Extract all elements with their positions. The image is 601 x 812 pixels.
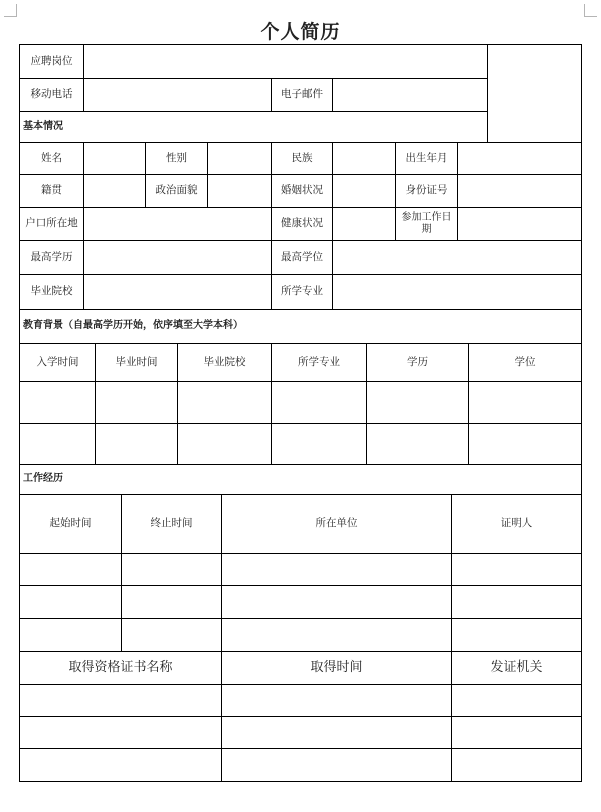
- cert-cell[interactable]: [221, 748, 452, 782]
- work-cell[interactable]: [221, 618, 452, 652]
- email-label: 电子邮件: [271, 78, 333, 112]
- cert-cell[interactable]: [19, 684, 222, 717]
- work-col-start-date: 起始时间: [19, 494, 122, 554]
- id-number-label: 身份证号: [395, 174, 458, 208]
- edu-cell[interactable]: [468, 423, 582, 465]
- name-label: 姓名: [19, 142, 84, 175]
- work-col-reference: 证明人: [451, 494, 582, 554]
- cert-cell[interactable]: [451, 716, 582, 749]
- position-input[interactable]: [83, 44, 488, 79]
- edu-col-major: 所学专业: [271, 343, 367, 382]
- work-cell[interactable]: [121, 585, 222, 619]
- edu-cell[interactable]: [468, 381, 582, 424]
- political-status-input[interactable]: [207, 174, 272, 208]
- marital-status-input[interactable]: [332, 174, 396, 208]
- marital-status-label: 婚姻状况: [271, 174, 333, 208]
- edu-cell[interactable]: [366, 381, 469, 424]
- health-label: 健康状况: [271, 207, 333, 241]
- edu-cell[interactable]: [19, 423, 96, 465]
- edu-col-education: 学历: [366, 343, 469, 382]
- phone-input[interactable]: [83, 78, 272, 112]
- native-place-label: 籍贯: [19, 174, 84, 208]
- edu-col-degree: 学位: [468, 343, 582, 382]
- political-status-label: 政治面貌: [145, 174, 208, 208]
- edu-cell[interactable]: [177, 423, 272, 465]
- cert-cell[interactable]: [221, 684, 452, 717]
- graduated-school-input[interactable]: [83, 274, 272, 310]
- graduated-school-label: 毕业院校: [19, 274, 84, 310]
- edu-cell[interactable]: [95, 423, 178, 465]
- gender-label: 性别: [145, 142, 208, 175]
- name-input[interactable]: [83, 142, 146, 175]
- cert-col-date: 取得时间: [221, 651, 452, 685]
- ethnicity-label: 民族: [271, 142, 333, 175]
- work-col-employer: 所在单位: [221, 494, 452, 554]
- cert-cell[interactable]: [221, 716, 452, 749]
- highest-degree-input[interactable]: [332, 240, 582, 275]
- cert-col-issuer: 发证机关: [451, 651, 582, 685]
- edu-cell[interactable]: [366, 423, 469, 465]
- phone-label: 移动电话: [19, 78, 84, 112]
- work-cell[interactable]: [221, 553, 452, 586]
- highest-education-input[interactable]: [83, 240, 272, 275]
- cert-cell[interactable]: [19, 748, 222, 782]
- work-cell[interactable]: [19, 618, 122, 652]
- work-cell[interactable]: [221, 585, 452, 619]
- ethnicity-input[interactable]: [332, 142, 396, 175]
- edu-cell[interactable]: [177, 381, 272, 424]
- edu-cell[interactable]: [19, 381, 96, 424]
- birth-date-input[interactable]: [457, 142, 582, 175]
- hukou-label: 户口所在地: [19, 207, 84, 241]
- work-cell[interactable]: [121, 618, 222, 652]
- highest-education-label: 最高学历: [19, 240, 84, 275]
- work-cell[interactable]: [451, 553, 582, 586]
- work-start-input[interactable]: [457, 207, 582, 241]
- gender-input[interactable]: [207, 142, 272, 175]
- cert-cell[interactable]: [451, 684, 582, 717]
- work-cell[interactable]: [19, 585, 122, 619]
- page-title: 个人简历: [260, 21, 341, 43]
- birth-date-label: 出生年月: [395, 142, 458, 175]
- work-start-label: 参加工作日期: [395, 207, 458, 241]
- email-input[interactable]: [332, 78, 488, 112]
- cert-cell[interactable]: [19, 716, 222, 749]
- photo-area[interactable]: [487, 44, 582, 143]
- edu-cell[interactable]: [95, 381, 178, 424]
- edu-cell[interactable]: [271, 381, 367, 424]
- work-cell[interactable]: [121, 553, 222, 586]
- health-input[interactable]: [332, 207, 396, 241]
- cert-cell[interactable]: [451, 748, 582, 782]
- edu-col-school: 毕业院校: [177, 343, 272, 382]
- native-place-input[interactable]: [83, 174, 146, 208]
- work-col-end-date: 终止时间: [121, 494, 222, 554]
- work-cell[interactable]: [451, 618, 582, 652]
- position-label: 应聘岗位: [19, 44, 84, 79]
- major-label: 所学专业: [271, 274, 333, 310]
- edu-cell[interactable]: [271, 423, 367, 465]
- edu-col-enroll-date: 入学时间: [19, 343, 96, 382]
- basic-info-header: 基本情况: [19, 111, 488, 143]
- education-header: 教育背景（自最高学历开始，依序填至大学本科）: [19, 309, 582, 344]
- id-number-input[interactable]: [457, 174, 582, 208]
- major-input[interactable]: [332, 274, 582, 310]
- work-header: 工作经历: [19, 464, 582, 495]
- cert-col-name: 取得资格证书名称: [19, 651, 222, 685]
- work-cell[interactable]: [19, 553, 122, 586]
- highest-degree-label: 最高学位: [271, 240, 333, 275]
- work-cell[interactable]: [451, 585, 582, 619]
- hukou-input[interactable]: [83, 207, 272, 241]
- edu-col-grad-date: 毕业时间: [95, 343, 178, 382]
